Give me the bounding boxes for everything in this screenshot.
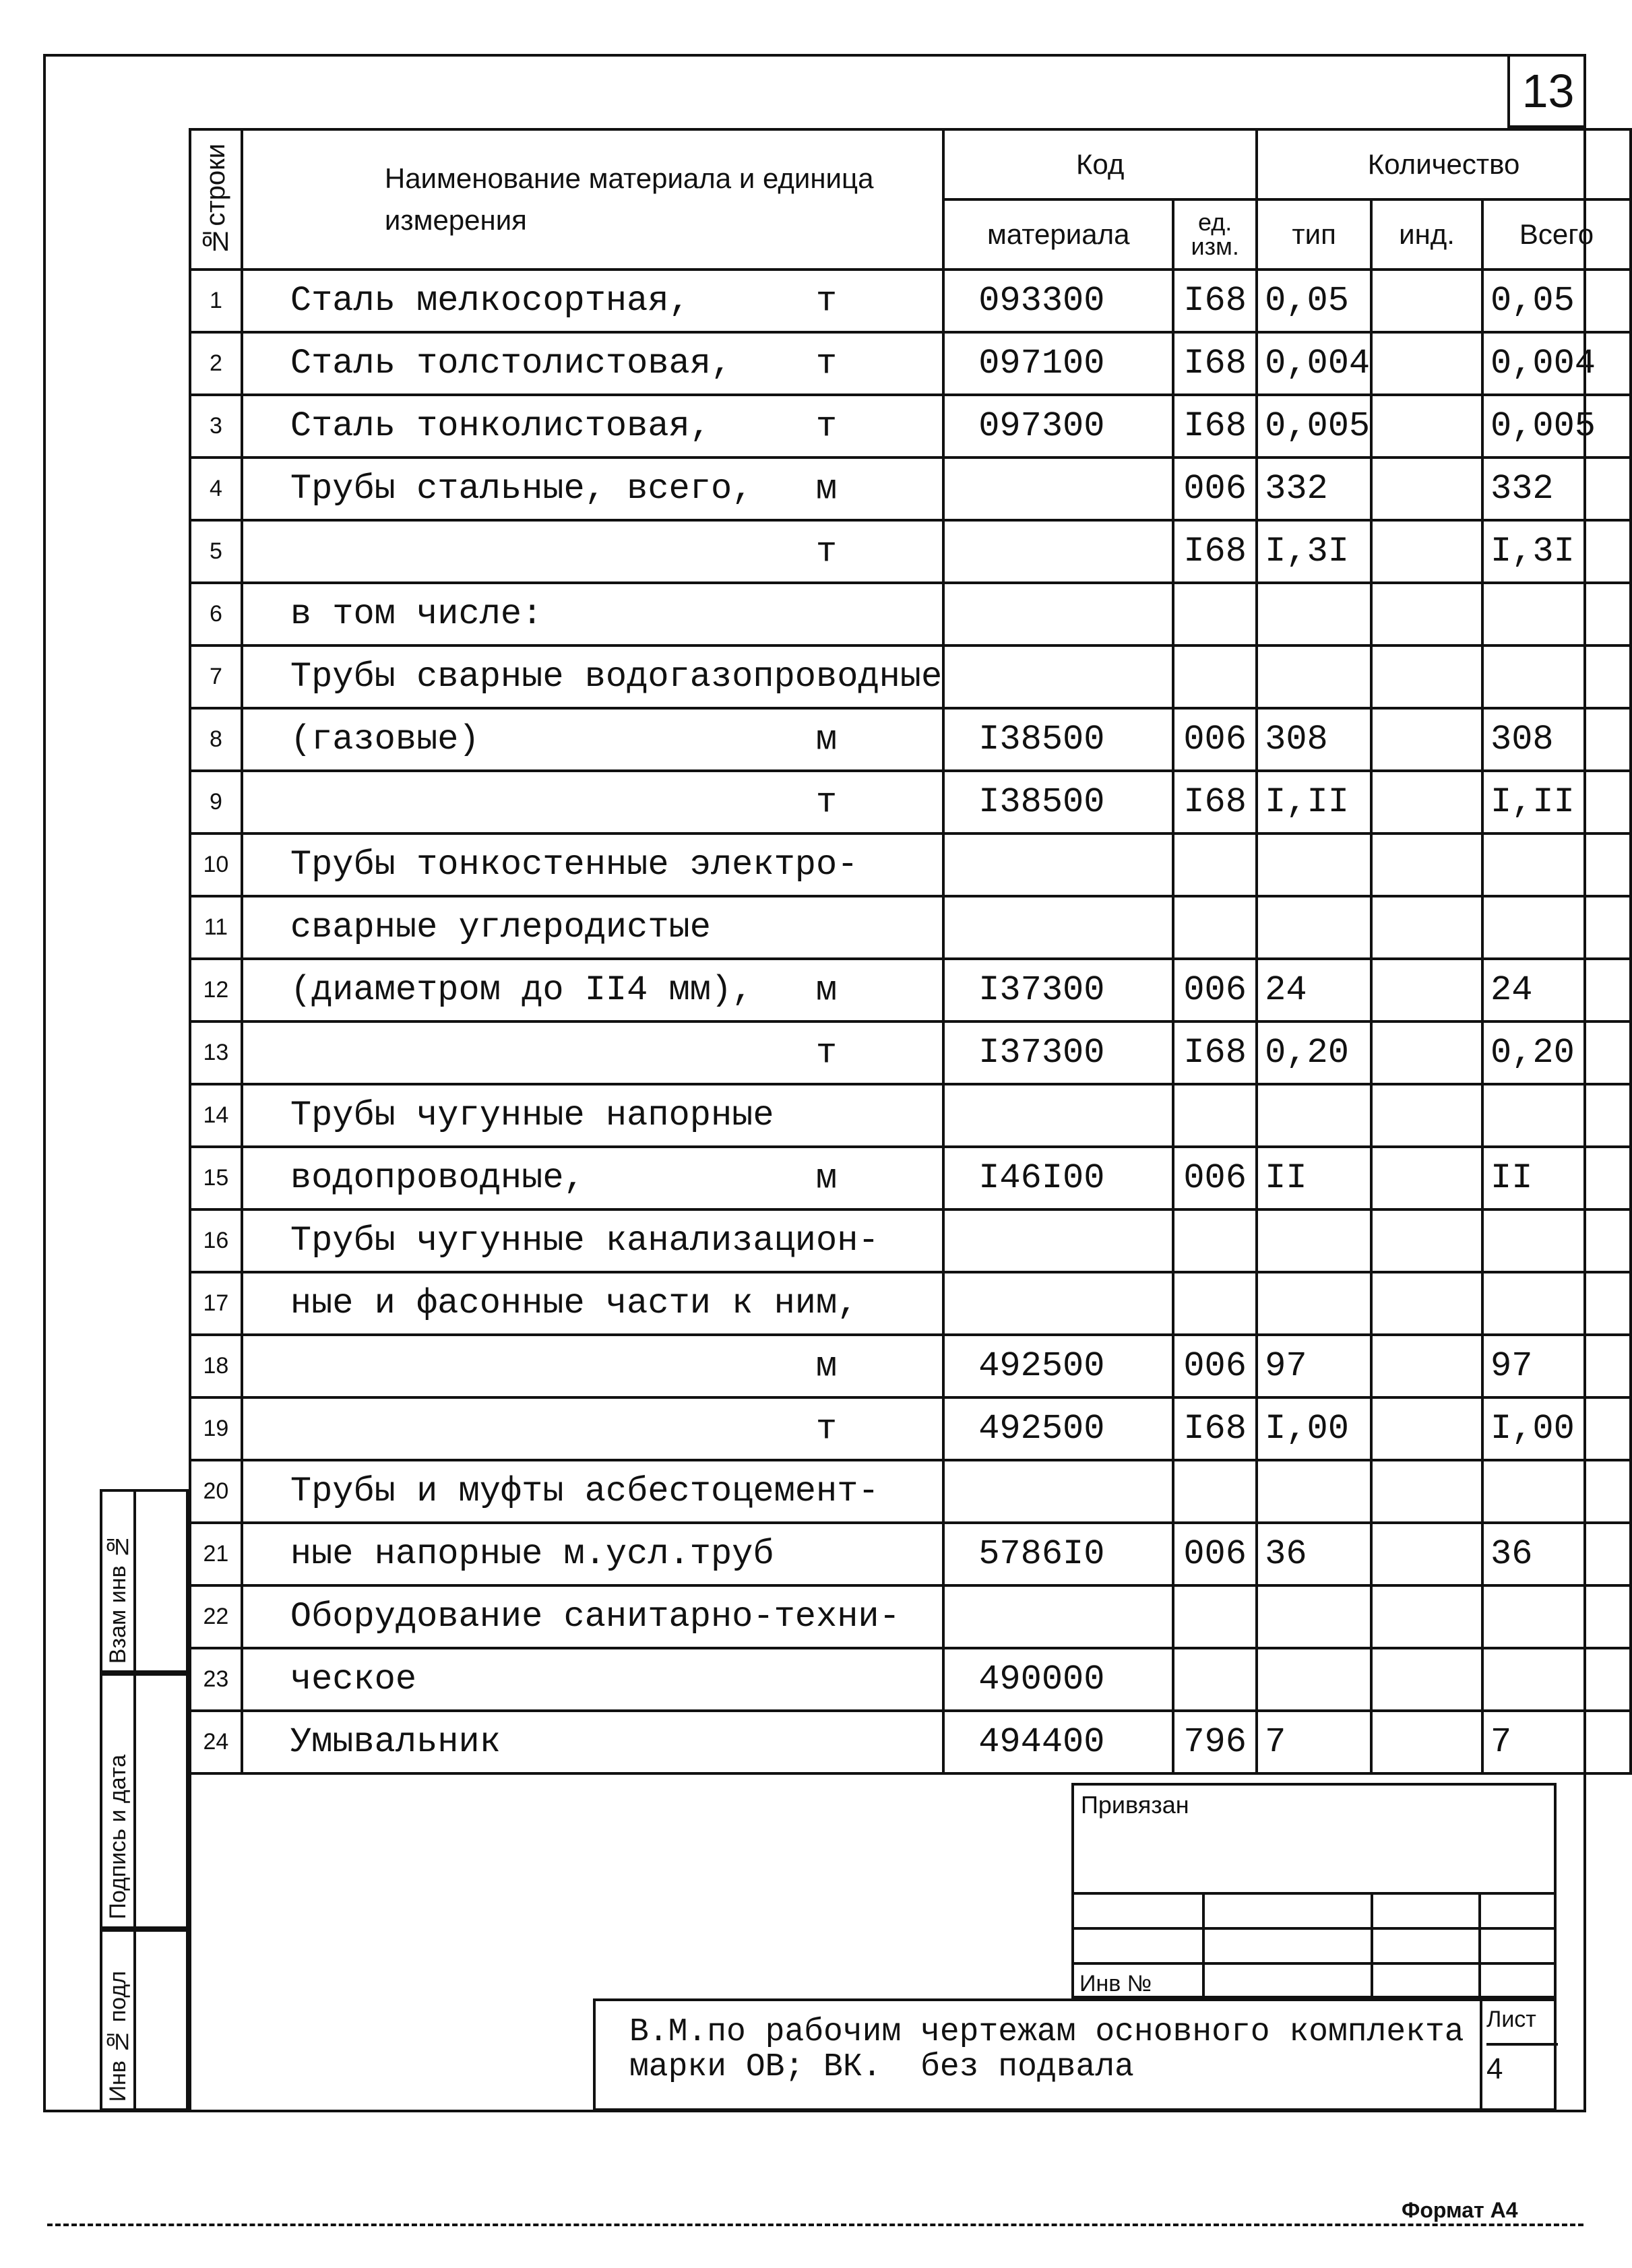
material-name-text: Умывальник: [290, 1722, 501, 1762]
table-row: [190, 520, 1631, 583]
stamp-divider: [1371, 1893, 1373, 2001]
side-invpodl-box: [100, 1929, 189, 2111]
qty-ind: [1371, 458, 1482, 520]
table-row: [190, 270, 1631, 332]
qty-type: 332: [1257, 458, 1371, 520]
row-number: 18: [190, 1335, 242, 1397]
material-name: [242, 458, 943, 520]
qty-total: II: [1482, 1147, 1631, 1209]
material-name: [242, 1084, 943, 1147]
material-name: [242, 520, 943, 583]
material-name-text: ческое: [290, 1660, 417, 1699]
measure-unit: м: [815, 1158, 838, 1198]
cut-line: [47, 2224, 1583, 2226]
stamp-divider: [1478, 1893, 1481, 2001]
row-number: 14: [190, 1084, 242, 1147]
qty-type: I,00: [1257, 1397, 1371, 1460]
material-name-text: Трубы сварные водогазопроводные: [290, 657, 943, 697]
material-name: [242, 270, 943, 332]
material-code: [943, 833, 1173, 896]
table-row: [190, 1523, 1631, 1585]
row-number: 8: [190, 708, 242, 771]
material-code: [943, 458, 1173, 520]
material-name-text: (диаметром до II4 мм),: [290, 970, 753, 1010]
title-line-1: В.М.по рабочим чертежам основного комплекта: [629, 2014, 1464, 2050]
row-number: 5: [190, 520, 242, 583]
unit-code: [1173, 1084, 1257, 1147]
name-header: Наименование материала и единица измерения: [242, 129, 943, 270]
unit-code: [1173, 896, 1257, 959]
qty-total: 97: [1482, 1335, 1631, 1397]
material-name-text: Сталь тонколистовая,: [290, 406, 711, 446]
material-code: 492500: [943, 1397, 1173, 1460]
qty-total: 24: [1482, 959, 1631, 1021]
qty-total: [1482, 1648, 1631, 1711]
material-name-text: Сталь толстолистовая,: [290, 344, 732, 383]
qty-ind: [1371, 1711, 1482, 1773]
unit-code: [1173, 1272, 1257, 1335]
qty-ind: [1371, 708, 1482, 771]
qty-ind: [1371, 1147, 1482, 1209]
material-name: [242, 708, 943, 771]
qty-total: I,3I: [1482, 520, 1631, 583]
table-row: [190, 583, 1631, 645]
material-name: [242, 395, 943, 458]
row-number: 21: [190, 1523, 242, 1585]
unit-code: I68: [1173, 771, 1257, 833]
type-header: тип: [1257, 199, 1371, 270]
table-row: [190, 833, 1631, 896]
material-name: [242, 332, 943, 395]
qty-type: I,II: [1257, 771, 1371, 833]
qty-type: 97: [1257, 1335, 1371, 1397]
material-name: [242, 1523, 943, 1585]
qty-type: [1257, 833, 1371, 896]
row-number: 6: [190, 583, 242, 645]
material-name: [242, 1272, 943, 1335]
unit-code: 006: [1173, 1147, 1257, 1209]
qty-type: [1257, 1648, 1371, 1711]
material-code: 5786I0: [943, 1523, 1173, 1585]
unit-code: [1173, 833, 1257, 896]
table-row: [190, 1711, 1631, 1773]
row-number: 13: [190, 1021, 242, 1084]
qty-ind: [1371, 959, 1482, 1021]
qty-total: 332: [1482, 458, 1631, 520]
material-code: I38500: [943, 708, 1173, 771]
material-name-text: водопроводные,: [290, 1158, 585, 1198]
unit-code: [1173, 583, 1257, 645]
table-row: [190, 771, 1631, 833]
material-code: [943, 896, 1173, 959]
material-name-text: сварные углеродистые: [290, 908, 711, 947]
row-number: 11: [190, 896, 242, 959]
page-number: 13: [1507, 54, 1586, 128]
qty-type: 0,004: [1257, 332, 1371, 395]
unit-code: I68: [1173, 270, 1257, 332]
qty-ind: [1371, 771, 1482, 833]
material-name: [242, 1648, 943, 1711]
qty-header: Количество: [1257, 129, 1631, 199]
qty-type: [1257, 645, 1371, 708]
qty-ind: [1371, 896, 1482, 959]
qty-type: [1257, 1585, 1371, 1648]
stamp-line: [1074, 1962, 1554, 1965]
material-name-text: Оборудование санитарно-техни-: [290, 1597, 900, 1637]
unit-code: 006: [1173, 458, 1257, 520]
qty-ind: [1371, 1084, 1482, 1147]
qty-type: [1257, 896, 1371, 959]
material-code: 494400: [943, 1711, 1173, 1773]
row-number: 24: [190, 1711, 242, 1773]
qty-total: [1482, 645, 1631, 708]
table-row: [190, 1209, 1631, 1272]
measure-unit: м: [815, 469, 838, 509]
material-name-text: Трубы чугунные напорные: [290, 1096, 774, 1135]
qty-ind: [1371, 1523, 1482, 1585]
material-code: [943, 1209, 1173, 1272]
material-name: [242, 1021, 943, 1084]
qty-ind: [1371, 1460, 1482, 1523]
table-row: [190, 1147, 1631, 1209]
table-row: [190, 708, 1631, 771]
left-border-line: [189, 1673, 191, 2111]
qty-total: 7: [1482, 1711, 1631, 1773]
material-header: материала: [943, 199, 1173, 270]
qty-ind: [1371, 1648, 1482, 1711]
unit-code: [1173, 1648, 1257, 1711]
material-name-text: Трубы тонкостенные электро-: [290, 845, 858, 885]
qty-total: I,II: [1482, 771, 1631, 833]
qty-ind: [1371, 1272, 1482, 1335]
row-number: 15: [190, 1147, 242, 1209]
sheet-value: 4: [1486, 2043, 1558, 2086]
measure-unit: т: [815, 406, 838, 446]
unit-header: ед. изм.: [1173, 199, 1257, 270]
measure-unit: т: [815, 1033, 838, 1073]
material-name: [242, 583, 943, 645]
material-code: [943, 1460, 1173, 1523]
qty-total: I,00: [1482, 1397, 1631, 1460]
unit-code: I68: [1173, 395, 1257, 458]
qty-total: [1482, 1272, 1631, 1335]
unit-code: [1173, 645, 1257, 708]
qty-type: 0,05: [1257, 270, 1371, 332]
side-podpis-box: [100, 1673, 189, 1929]
table-row: [190, 896, 1631, 959]
code-header: Код: [943, 129, 1257, 199]
qty-type: [1257, 1084, 1371, 1147]
material-name-text: Трубы чугунные канализацион-: [290, 1221, 879, 1261]
qty-total: [1482, 583, 1631, 645]
table-row: [190, 332, 1631, 395]
unit-code: 006: [1173, 959, 1257, 1021]
qty-ind: [1371, 270, 1482, 332]
table-row: [190, 1460, 1631, 1523]
material-name-text: Сталь мелкосортная,: [290, 281, 690, 321]
row-number: 9: [190, 771, 242, 833]
format-label: Формат А4: [1402, 2198, 1518, 2222]
unit-code: I68: [1173, 332, 1257, 395]
sheet-label: Лист: [1486, 2007, 1536, 2032]
qty-total: [1482, 1460, 1631, 1523]
qty-total: [1482, 833, 1631, 896]
material-code: 097300: [943, 395, 1173, 458]
material-code: 490000: [943, 1648, 1173, 1711]
qty-total: 0,004: [1482, 332, 1631, 395]
row-number: 12: [190, 959, 242, 1021]
unit-code: [1173, 1585, 1257, 1648]
row-number: 1: [190, 270, 242, 332]
material-name: [242, 833, 943, 896]
total-header: Всего: [1482, 199, 1631, 270]
inv-no-label: Инв №: [1079, 1971, 1152, 1996]
material-name: [242, 771, 943, 833]
qty-type: 24: [1257, 959, 1371, 1021]
sheet-box: [1480, 2001, 1554, 2108]
unit-code: I68: [1173, 520, 1257, 583]
measure-unit: т: [815, 281, 838, 321]
unit-code: 006: [1173, 1335, 1257, 1397]
row-number: 17: [190, 1272, 242, 1335]
unit-code: 006: [1173, 1523, 1257, 1585]
qty-type: [1257, 1460, 1371, 1523]
qty-type: [1257, 1209, 1371, 1272]
qty-ind: [1371, 833, 1482, 896]
rownum-header: №строки: [190, 129, 242, 270]
qty-type: I,3I: [1257, 520, 1371, 583]
table-row: [190, 395, 1631, 458]
material-name: [242, 1397, 943, 1460]
measure-unit: т: [815, 1409, 838, 1449]
qty-ind: [1371, 520, 1482, 583]
qty-total: 0,20: [1482, 1021, 1631, 1084]
unit-code: [1173, 1460, 1257, 1523]
row-number: 23: [190, 1648, 242, 1711]
qty-type: 0,005: [1257, 395, 1371, 458]
table-row: [190, 645, 1631, 708]
row-number: 19: [190, 1397, 242, 1460]
side-vzam-label: Взам инв №: [105, 1533, 131, 1664]
row-number: 20: [190, 1460, 242, 1523]
qty-type: 0,20: [1257, 1021, 1371, 1084]
table-row: [190, 1397, 1631, 1460]
ind-header: инд.: [1371, 199, 1482, 270]
measure-unit: м: [815, 1346, 838, 1386]
qty-total: [1482, 896, 1631, 959]
stamp-line: [1074, 1892, 1554, 1895]
material-name: [242, 1209, 943, 1272]
material-name-text: Трубы и муфты асбестоцемент-: [290, 1472, 879, 1511]
table-row: [190, 458, 1631, 520]
table-row: [190, 1272, 1631, 1335]
measure-unit: т: [815, 532, 838, 571]
material-code: [943, 583, 1173, 645]
table-row: [190, 1084, 1631, 1147]
material-name-text: ные напорные м.усл.труб: [290, 1534, 774, 1574]
material-name-text: в том числе:: [290, 594, 543, 634]
material-code: 093300: [943, 270, 1173, 332]
side-podpis-label: Подпись и дата: [105, 1755, 131, 1920]
material-code: I46I00: [943, 1147, 1173, 1209]
qty-ind: [1371, 645, 1482, 708]
qty-ind: [1371, 1335, 1482, 1397]
material-name-text: (газовые): [290, 720, 480, 759]
material-name: [242, 645, 943, 708]
qty-total: [1482, 1084, 1631, 1147]
row-number: 16: [190, 1209, 242, 1272]
row-number: 7: [190, 645, 242, 708]
qty-type: 36: [1257, 1523, 1371, 1585]
qty-total: 0,05: [1482, 270, 1631, 332]
material-code: [943, 645, 1173, 708]
qty-total: 36: [1482, 1523, 1631, 1585]
measure-unit: м: [815, 970, 838, 1010]
qty-type: [1257, 583, 1371, 645]
row-number: 10: [190, 833, 242, 896]
qty-type: 308: [1257, 708, 1371, 771]
title-text: [629, 2015, 1464, 2085]
privyazan-stamp: [1071, 1783, 1557, 1998]
unit-code: I68: [1173, 1021, 1257, 1084]
row-number: 3: [190, 395, 242, 458]
table-row: [190, 1585, 1631, 1648]
qty-type: [1257, 1272, 1371, 1335]
privyazan-label: Привязан: [1081, 1791, 1189, 1819]
qty-ind: [1371, 1397, 1482, 1460]
qty-type: II: [1257, 1147, 1371, 1209]
material-code: [943, 1084, 1173, 1147]
material-code: I37300: [943, 1021, 1173, 1084]
material-code: 097100: [943, 332, 1173, 395]
measure-unit: т: [815, 344, 838, 383]
material-name-text: ные и фасонные части к ним,: [290, 1284, 858, 1323]
table-row: [190, 1335, 1631, 1397]
material-name: [242, 1711, 943, 1773]
unit-code: 006: [1173, 708, 1257, 771]
material-code: I38500: [943, 771, 1173, 833]
qty-ind: [1371, 332, 1482, 395]
material-name-text: Трубы стальные, всего,: [290, 469, 753, 509]
material-code: [943, 520, 1173, 583]
row-number: 2: [190, 332, 242, 395]
stamp-divider: [1202, 1893, 1205, 2001]
material-code: [943, 1272, 1173, 1335]
material-name: [242, 959, 943, 1021]
material-name: [242, 1147, 943, 1209]
materials-table: [189, 128, 1632, 1775]
material-code: I37300: [943, 959, 1173, 1021]
qty-type: 7: [1257, 1711, 1371, 1773]
qty-ind: [1371, 1209, 1482, 1272]
qty-total: [1482, 1585, 1631, 1648]
measure-unit: т: [815, 782, 838, 822]
measure-unit: м: [815, 720, 838, 759]
qty-total: 0,005: [1482, 395, 1631, 458]
material-code: 492500: [943, 1335, 1173, 1397]
table-row: [190, 1021, 1631, 1084]
stamp-line: [1074, 1927, 1554, 1930]
material-code: [943, 1585, 1173, 1648]
table-row: [190, 1648, 1631, 1711]
unit-code: 796: [1173, 1711, 1257, 1773]
qty-ind: [1371, 1585, 1482, 1648]
unit-code: [1173, 1209, 1257, 1272]
unit-code: I68: [1173, 1397, 1257, 1460]
qty-ind: [1371, 395, 1482, 458]
title-block: [593, 1998, 1557, 2111]
side-vzam-box: [100, 1489, 189, 1673]
qty-total: [1482, 1209, 1631, 1272]
material-name: [242, 1585, 943, 1648]
material-name: [242, 1335, 943, 1397]
row-number: 4: [190, 458, 242, 520]
row-number: 22: [190, 1585, 242, 1648]
qty-ind: [1371, 1021, 1482, 1084]
side-invpodl-label: Инв № подл: [105, 1970, 131, 2102]
qty-total: 308: [1482, 708, 1631, 771]
material-name: [242, 896, 943, 959]
qty-ind: [1371, 583, 1482, 645]
material-name: [242, 1460, 943, 1523]
title-line-2: марки ОВ; ВК. без подвала: [629, 2049, 1134, 2085]
table-row: [190, 959, 1631, 1021]
